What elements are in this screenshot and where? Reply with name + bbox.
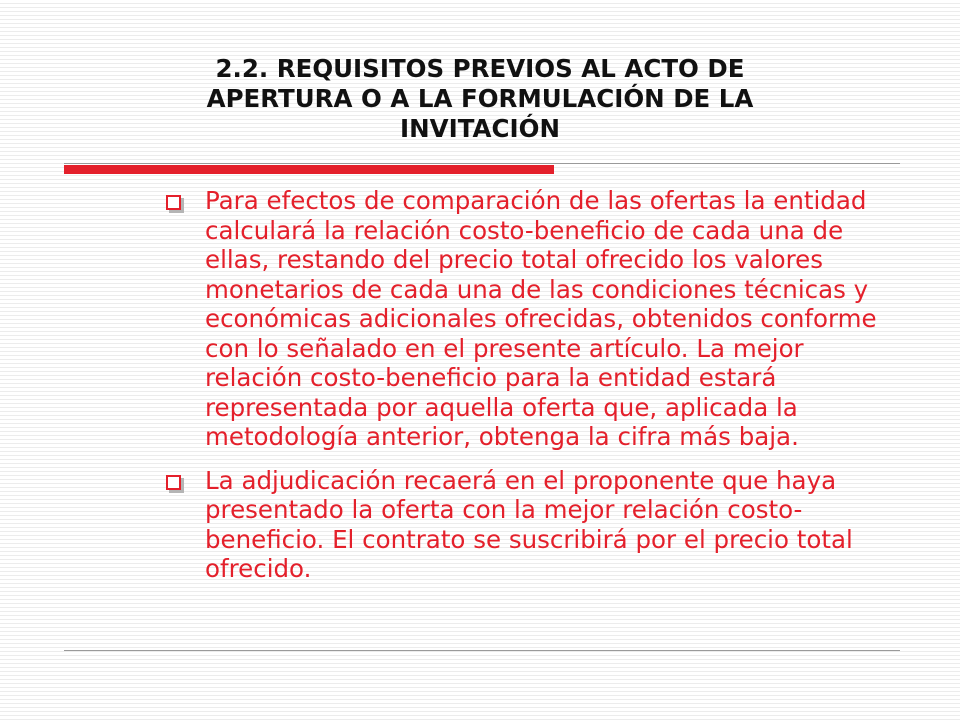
slide-title: 2.2. REQUISITOS PREVIOS AL ACTO DE APERTURA O A LA FORMULACIÓN DE LA INVITACIÓN xyxy=(206,54,754,143)
bullet-text: La adjudicación recaerá en el proponente que haya presentado la oferta con la mejor relación costo-beneficio. El contrato se suscribirá por el precio total ofrecido. xyxy=(205,465,853,583)
square-bullet-icon xyxy=(166,195,181,210)
bullet-text: Para efectos de comparación de las ofertas la entidad calculará la relación costo-beneficio de cada una de ellas, restando del precio total ofrecido los valores monetarios de cada una de las condiciones técnicas y económicas adicionales ofrecidas, obtenidos conforme con lo señalado en el presente artículo. La mejor relación costo-beneficio para la entidad estará representada por aquella oferta que, aplicada la metodología anterior, obtenga la cifra más baja. xyxy=(205,186,877,451)
list-item xyxy=(166,466,906,584)
title-divider-thin xyxy=(64,163,900,164)
square-bullet-icon xyxy=(166,475,181,490)
footer-divider xyxy=(64,650,900,651)
list-item xyxy=(166,186,906,452)
bullet-list xyxy=(166,186,906,598)
title-divider-accent xyxy=(64,165,554,174)
